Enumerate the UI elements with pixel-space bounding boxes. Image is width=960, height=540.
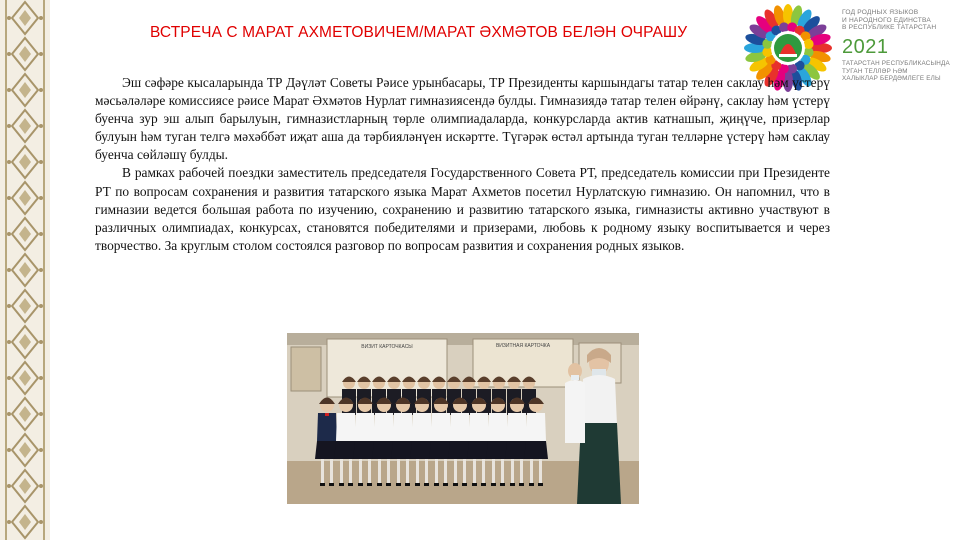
group-photo <box>287 333 639 504</box>
logo-caption-russian: ГОД РОДНЫХ ЯЗЫКОВ И НАРОДНОГО ЕДИНСТВА В РЕСПУБЛИКЕ ТАТАРСТАН <box>842 9 937 32</box>
ornamental-border <box>0 0 50 540</box>
article-body <box>95 74 830 255</box>
logo-caption-tatar: ТАТАРСТАН РЕСПУБЛИКАСЫНДА ТУГАН ТЕЛЛӘР ҺӘМ ХАЛЫКЛАР БЕРДӘМЛЕГЕ ЕЛЫ <box>842 60 950 83</box>
paragraph-russian: В рамках рабочей поездки заместитель председателя Государственного Совета РТ, председатель комиссии при Президенте РТ по вопросам сохранения и развития татарского языка Марат Ахметов посетил Нурлатскую гимназию. Он напомнил, что в гимназии ведется большая работа по изучению, сохранению и развитию татарского языка, гимназисты активно участвуют в различных олимпиадах, конкурсах, становятся победителями и призерами, любовь к родному языку воспитывается и через творчество. За круглым столом состоялся разговор по вопросам развития и сохранения родных языков. <box>95 165 830 253</box>
board-caption-left: ВИЗИТ КАРТОЧКАСЫ <box>361 344 413 350</box>
board-caption-right: ВИЗИТНАЯ КАРТОЧКА <box>495 343 551 349</box>
logo-year: 2021 <box>842 36 889 58</box>
paragraph-tatar: Эш сәфәре кысаларында ТР Дәүләт Советы Рәисе урынбасары, ТР Президенты каршындагы татар телен саклау һәм үстерү мәсьәләләре комиссиясе рәисе Марат Әхмәтов Нурлат гимназиясендә булды. Гимназиядә татар телен өйрәнү, саклау һәм үстерү буенча зур эш алып барылуын, гимназистларның төрле олимпиадаларда, конкурсларда актив катнашып, җиңүче, призерлар булуын һәм туган телгә мәхәббәт иҗат аша да тәрбияләнүен искәртте. Түгәрәк өстәл артында туган телләрне үстерү һәм саклау буенча сөйләшү булды. <box>95 75 830 163</box>
page-title: ВСТРЕЧА С МАРАТ АХМЕТОВИЧЕМ/МАРАТ ӘХМӘТОВ БЕЛӘН ОЧРАШУ <box>150 24 688 41</box>
